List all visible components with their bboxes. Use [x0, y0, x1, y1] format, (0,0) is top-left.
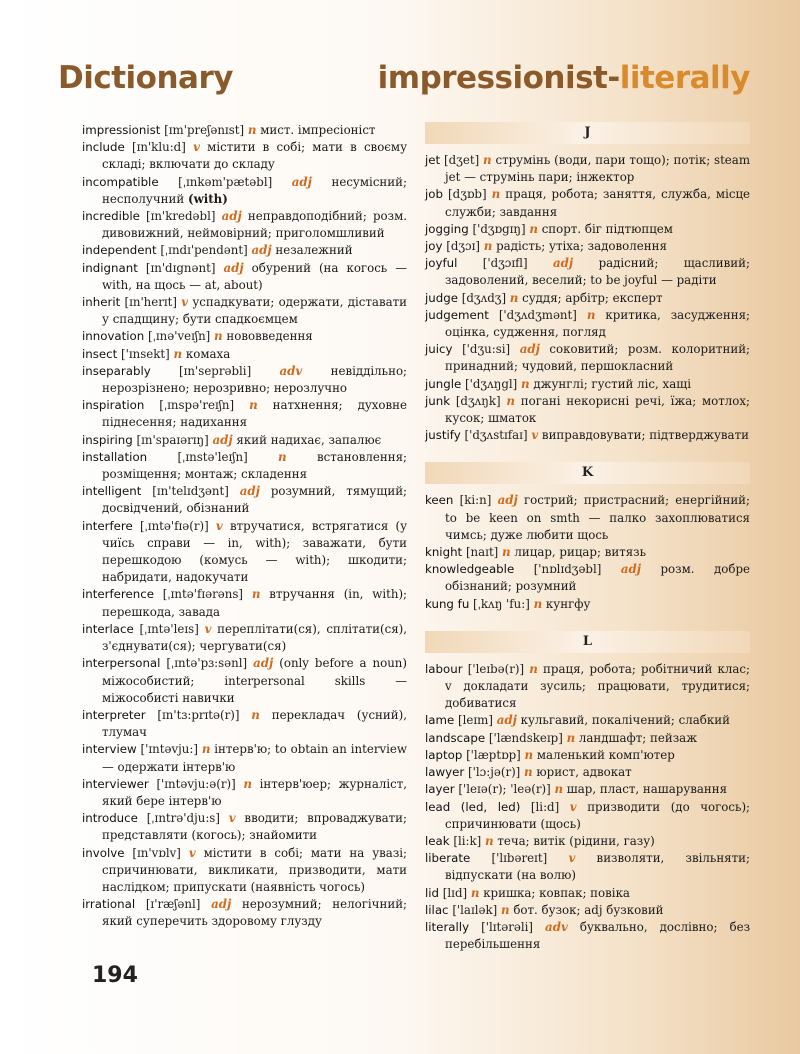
section-header-l: L — [425, 631, 750, 653]
dictionary-entry — [82, 328, 407, 345]
definition: праця, робота; заняття, служба, місце служби; завдання — [445, 187, 751, 219]
dictionary-entry — [425, 747, 750, 764]
headword: labour — [425, 661, 463, 676]
dictionary-entry — [425, 596, 750, 613]
headword: interfere — [82, 518, 133, 533]
dictionary-entry — [425, 833, 750, 850]
headword: lid — [425, 885, 440, 900]
pronunciation: [ˌɪntə'fɪə(r)] — [139, 518, 209, 533]
headword: knowledgeable — [425, 562, 515, 577]
pronunciation: [ɪn'telɪdʒənt] — [152, 484, 229, 499]
part-of-speech: n — [483, 153, 492, 167]
part-of-speech: n — [251, 587, 261, 602]
part-of-speech: n — [586, 307, 596, 322]
part-of-speech: adj — [221, 209, 242, 224]
part-of-speech: adj — [496, 713, 517, 728]
dictionary-entry — [82, 776, 407, 810]
part-of-speech: n — [470, 885, 480, 900]
dictionary-entry — [82, 208, 407, 242]
pronunciation: [li:k] — [453, 833, 482, 848]
part-of-speech: n — [247, 123, 257, 137]
definition: комаха — [185, 346, 231, 361]
headword: lilac — [425, 902, 449, 917]
headword: irrational — [82, 897, 136, 912]
pronunciation: ['lɪbəreɪt] — [491, 851, 548, 866]
pronunciation: [ˌɪnstə'leɪʃn] — [177, 449, 248, 464]
pronunciation: ['laɪlək] — [452, 902, 498, 917]
part-of-speech: n — [533, 596, 543, 611]
part-of-speech: v — [531, 428, 539, 443]
definition: містити в собі; мати в своєму складі; включати до складу — [102, 140, 408, 172]
pronunciation: [ˌɪntə'leɪs] — [139, 621, 199, 636]
dictionary-entry — [425, 544, 750, 561]
dictionary-entry — [82, 432, 407, 449]
pronunciation: [ɪn'kredəbl] — [146, 209, 216, 224]
dictionary-entry — [425, 152, 750, 186]
headword: interlace — [82, 621, 134, 636]
dictionary-entry — [82, 397, 407, 431]
dictionary-entry — [82, 139, 407, 173]
pronunciation: [ɪn'herɪt] — [124, 295, 178, 310]
dictionary-entry — [82, 518, 407, 587]
dictionary-entry — [425, 661, 750, 713]
section-gap — [425, 444, 750, 462]
headword: laptop — [425, 747, 463, 762]
definition: праця, робота; робітничий клас; v докладати зусиль; працювати, трудитися; добиватися — [445, 661, 751, 711]
pronunciation: [ɪm'preʃənɪst] — [164, 123, 245, 137]
headword: incompatible — [82, 174, 159, 189]
range-end: literally — [619, 60, 750, 96]
headword: jet — [425, 153, 441, 167]
definition: кунгфу — [545, 596, 591, 611]
dictionary-entry — [82, 346, 407, 363]
headword: inseparably — [82, 363, 151, 378]
headword: interpreter — [82, 707, 146, 722]
headword: junk — [425, 393, 451, 408]
definition: бот. бузок; adj бузковий — [513, 902, 664, 917]
definition: вводити; впроваджувати; представляти (когось); знайомити — [102, 811, 408, 843]
headword: landscape — [425, 730, 486, 745]
definition: юрист, адвокат — [536, 765, 632, 780]
headword: introduce — [82, 811, 138, 826]
definition: розумний, тямущий; досвідчений, обізнаний — [102, 484, 408, 516]
definition: суддя; арбітр; експерт — [522, 290, 663, 305]
part-of-speech: n — [509, 290, 519, 305]
section-header-k: K — [425, 462, 750, 484]
definition: втручатися, встрягатися (у чиїсь справи — in, with); заважати, бути перешкодою (комусь — with); шкодити; набридати, надокучати — [102, 518, 408, 585]
part-of-speech: n — [529, 221, 538, 236]
dictionary-entry — [425, 376, 750, 393]
headword: judgement — [425, 307, 489, 322]
pronunciation: [ɪ'ræʃənl] — [145, 897, 201, 912]
headword: interference — [82, 587, 154, 602]
dictionary-entry — [425, 781, 750, 798]
definition: критика, засудження; оцінка, судження, погляд — [445, 307, 750, 340]
pronunciation: [naɪt] — [465, 545, 499, 560]
headword: joyful — [425, 256, 458, 271]
definition: який надихає, запалює — [236, 432, 382, 447]
dictionary-entry — [82, 294, 407, 328]
pronunciation: [ˌɪnə'veɪʃn] — [148, 329, 211, 344]
headword: leak — [425, 833, 450, 848]
part-of-speech: adj — [291, 174, 312, 189]
dictionary-entry — [425, 850, 750, 884]
page-number: 194 — [92, 963, 138, 988]
definition: мист. імпресіоніст — [260, 123, 376, 137]
pronunciation: [ɪn'vɒlv] — [132, 845, 181, 860]
headword: interview — [82, 742, 137, 757]
dictionary-entry — [425, 730, 750, 747]
headword: involve — [82, 845, 125, 860]
dictionary-entry — [425, 561, 750, 595]
section-header-j: J — [425, 122, 750, 144]
part-of-speech: adv — [545, 919, 568, 934]
pronunciation: ['ɪntəvju:ə(r)] — [156, 776, 236, 791]
part-of-speech: n — [566, 730, 576, 745]
dictionary-entry — [425, 186, 750, 220]
definition: кришка; ковпак; повіка — [483, 885, 630, 900]
part-of-speech: n — [483, 239, 493, 254]
definition: струмінь (води, пари тощо); потік; steam jet — струмінь пари; інжектор — [445, 153, 751, 185]
definition: маленький комп'ютер — [536, 747, 675, 762]
headword: insect — [82, 346, 118, 361]
dictionary-entry — [425, 712, 750, 729]
dictionary-entry — [425, 393, 750, 427]
headword: knight — [425, 545, 463, 560]
pronunciation: [ˌɪnkəm'pætəbl] — [178, 174, 273, 189]
part-of-speech: n — [502, 545, 511, 560]
pronunciation: ['læptɒp] — [466, 747, 521, 762]
definition: перекладач (усний), тлумач — [102, 707, 407, 740]
part-of-speech: n — [243, 776, 252, 791]
range-start: impressionist- — [377, 60, 620, 96]
dictionary-entry — [82, 242, 407, 259]
dictionary-entry — [82, 896, 407, 930]
definition: спорт. біг підтюпцем — [541, 221, 673, 236]
definition: неправдоподібний; розм. дивовижний, неймовірний; приголомшливий — [102, 209, 407, 241]
pronunciation: [ˌɪntrə'dju:s] — [146, 811, 220, 826]
definition: джунглі; густий ліс, хащі — [533, 376, 691, 391]
pronunciation: ['ɪnsekt] — [121, 346, 170, 361]
part-of-speech: n — [173, 346, 183, 361]
definition: гострий; пристрасний; енергійний; to be keen on smth — палко захоплюватися чимсь; дуже любити щось — [445, 493, 751, 542]
headword: jungle — [425, 376, 462, 391]
definition: містити в собі; мати на увазі; спричинювати, викликати, призводити, мати наслідком; припускати (наявність чогось) — [102, 845, 408, 894]
part-of-speech: v — [181, 295, 189, 310]
definition: переплітати(ся), сплітати(ся), з'єднувати(ся); чергувати(ся) — [102, 621, 408, 654]
dictionary-entry — [425, 799, 750, 833]
dictionary-entry — [82, 363, 407, 397]
definition: успадкувати; одержати, діставати у спадщину; бути спадкоємцем — [102, 295, 408, 327]
left-column — [82, 122, 407, 931]
pronunciation: [dʒɔɪ] — [446, 239, 481, 254]
headword: intelligent — [82, 484, 142, 499]
headword: justify — [425, 428, 461, 443]
dictionary-entry — [82, 707, 407, 741]
part-of-speech: adj — [620, 562, 642, 577]
pronunciation: [leɪm] — [458, 713, 493, 728]
pronunciation: [li:d] — [530, 799, 560, 814]
part-of-speech: v — [193, 140, 200, 155]
definition: (only before a noun) міжособистий; interpersonal skills — міжособисті навички — [102, 656, 408, 705]
pronunciation: [ɪn'spaɪərɪŋ] — [136, 432, 209, 447]
pronunciation: [ɪn'seprəbli] — [179, 363, 252, 378]
pronunciation: [dʒʌŋk] — [455, 393, 501, 408]
definition: лицар, рицар; витязь — [514, 545, 647, 560]
definition: несумісний; несполучний — [102, 174, 407, 206]
pronunciation: ['dʒɒgɪŋ] — [472, 221, 526, 236]
section-gap — [425, 613, 750, 631]
dictionary-entry — [425, 885, 750, 902]
dictionary-entry — [425, 919, 750, 953]
dictionary-entry — [82, 122, 407, 139]
pronunciation: ['dʒʌŋgl] — [465, 376, 518, 391]
pronunciation: [ˌkʌŋ 'fu:] — [473, 596, 530, 611]
pronunciation: [ˌɪntə'fɪərəns] — [162, 587, 243, 602]
pronunciation: ['dʒʌdʒmənt] — [498, 307, 577, 322]
pronunciation: ['dʒu:si] — [462, 342, 511, 357]
part-of-speech: adj — [553, 256, 574, 271]
part-of-speech: adj — [519, 342, 540, 357]
headword: inspiration — [82, 398, 145, 413]
pronunciation: [ki:n] — [459, 493, 492, 508]
dictionary-entry — [82, 586, 407, 620]
definition: встановлення; розміщення; монтаж; складення — [102, 449, 408, 482]
part-of-speech: adj — [497, 493, 518, 508]
dictionary-entry — [425, 238, 750, 255]
definition: буквально, дослівно; без перебільшення — [445, 919, 750, 952]
definition: інтерв'ю; to obtain an interview — одержати інтерв'ю — [102, 742, 408, 774]
pronunciation: ['ɪntəvju:] — [140, 742, 198, 757]
pronunciation: ['leɪə(r); 'leə(r)] — [458, 782, 551, 797]
headword: literally — [425, 919, 470, 934]
dictionary-entry — [425, 902, 750, 919]
pronunciation: [lɪd] — [442, 885, 468, 900]
part-of-speech: n — [554, 782, 564, 797]
part-of-speech: n — [501, 902, 510, 917]
definition: нерозумний; нелогічний; який суперечить здоровому глузду — [102, 897, 408, 929]
definition: обурений (на когось — with, на щось — at, about) — [102, 260, 408, 292]
part-of-speech: v — [215, 518, 223, 533]
dictionary-entry — [82, 845, 407, 897]
headword: incredible — [82, 209, 140, 224]
part-of-speech: v — [188, 845, 196, 860]
page-range-title — [378, 60, 750, 96]
dictionary-entry — [82, 174, 407, 208]
part-of-speech: adj — [211, 897, 232, 912]
part-of-speech: n — [524, 765, 533, 780]
part-of-speech: adj — [239, 484, 260, 499]
headword: inspiring — [82, 432, 133, 447]
part-of-speech: v — [568, 851, 576, 866]
usage-note: (with) — [188, 191, 228, 206]
pronunciation: [dʒet] — [444, 153, 480, 167]
part-of-speech: adj — [251, 243, 272, 258]
definition: інтерв'юер; журналіст, який бере інтерв'ю — [102, 776, 408, 808]
headword: juicy — [425, 342, 453, 357]
pronunciation: [ɪn'dɪgnənt] — [145, 260, 216, 275]
definition: нововведення — [226, 329, 313, 344]
dictionary-entry — [82, 655, 407, 707]
part-of-speech: adv — [279, 363, 303, 378]
dictionary-entry — [82, 741, 407, 775]
headword: indignant — [82, 260, 138, 275]
dictionary-entry — [82, 810, 407, 844]
pronunciation: ['lændskeɪp] — [488, 730, 563, 745]
definition: виправдовувати; підтверджувати — [541, 428, 749, 443]
definition: радість; утіха; задоволення — [496, 239, 667, 254]
definition: ландшафт; пейзаж — [578, 730, 698, 745]
definition: визволяти, звільняти; відпускати (на волю) — [445, 851, 750, 883]
pronunciation: [ɪn'tɜ:prɪtə(r)] — [157, 707, 240, 722]
definition: розм. добре обізнаний; розумний — [445, 562, 750, 594]
part-of-speech: n — [484, 833, 494, 848]
headword: innovation — [82, 329, 145, 344]
definition: призводити (до чогось); спричинювати (щось) — [445, 799, 751, 831]
part-of-speech: n — [506, 393, 515, 408]
headword: lead (led, led) — [425, 799, 521, 814]
part-of-speech: v — [569, 799, 577, 814]
headword: joy — [425, 239, 443, 254]
part-of-speech: adj — [223, 260, 244, 275]
headword: independent — [82, 243, 157, 258]
part-of-speech: v — [204, 621, 212, 636]
part-of-speech: n — [214, 329, 223, 344]
part-of-speech: n — [529, 661, 538, 676]
part-of-speech: n — [521, 376, 530, 391]
headword: impressionist — [82, 123, 161, 137]
definition: натхнення; духовне піднесення; надихання — [102, 398, 408, 430]
pronunciation: [dʒɒb] — [448, 187, 487, 202]
part-of-speech: n — [491, 187, 501, 202]
definition: незалежний — [275, 243, 353, 258]
definition: радісний; щасливий; задоволений, веселий; to be joyful — радіти — [445, 256, 751, 288]
part-of-speech: n — [201, 742, 211, 757]
headword: keen — [425, 493, 454, 508]
dictionary-entry — [425, 290, 750, 307]
pronunciation: ['leɪbə(r)] — [467, 661, 525, 676]
definition: погані некорисні речі, їжа; мотлох; кусок; шматок — [445, 393, 751, 426]
dictionary-entry — [82, 621, 407, 655]
dictionary-entry — [82, 449, 407, 483]
headword: interviewer — [82, 776, 149, 791]
definition: шар, пласт, нашарування — [566, 782, 728, 797]
headword: lawyer — [425, 765, 465, 780]
part-of-speech: n — [251, 707, 260, 722]
definition: невіддільно; нерозрізнено; нерозривно; нерозлучно — [102, 363, 408, 396]
dictionary-entry — [425, 221, 750, 238]
pronunciation: ['lɔ:jə(r)] — [468, 765, 521, 780]
dictionary-entry — [82, 260, 407, 294]
pronunciation: ['nɒlɪdʒəbl] — [533, 562, 602, 577]
part-of-speech: adj — [212, 432, 233, 447]
part-of-speech: n — [278, 449, 287, 464]
headword: interpersonal — [82, 656, 161, 671]
headword: liberate — [425, 851, 471, 866]
dictionary-entry — [82, 483, 407, 517]
part-of-speech: adj — [253, 656, 274, 671]
page-title: Dictionary — [58, 60, 233, 96]
definition: втручання (in, with); перешкода, завада — [102, 587, 408, 619]
pronunciation: ['dʒɔɪfl] — [482, 256, 528, 271]
pronunciation: ['lɪtərəli] — [481, 919, 533, 934]
headword: lame — [425, 713, 455, 728]
dictionary-entry — [425, 341, 750, 375]
pronunciation: [ɪn'klu:d] — [131, 140, 186, 155]
pronunciation: [ˌɪntə'pɜ:sənl] — [166, 656, 248, 671]
dictionary-entry — [425, 492, 750, 544]
headword: layer — [425, 782, 455, 797]
pronunciation: [dʒʌdʒ] — [461, 290, 507, 305]
dictionary-entry — [425, 427, 750, 444]
pronunciation: [ˌɪndɪ'pendənt] — [160, 243, 248, 258]
dictionary-entry — [425, 764, 750, 781]
dictionary-entry — [425, 307, 750, 341]
definition: кульгавий, покалічений; слабкий — [520, 713, 730, 728]
headword: job — [425, 187, 443, 202]
headword: installation — [82, 449, 148, 464]
definition: теча; витік (рідини, газу) — [497, 833, 655, 848]
headword: include — [82, 140, 125, 155]
dictionary-entry — [425, 255, 750, 289]
pronunciation: [ˌɪnspə'reɪʃn] — [159, 398, 235, 413]
headword: inherit — [82, 295, 121, 310]
pronunciation: ['dʒʌstɪfaɪ] — [464, 428, 528, 443]
part-of-speech: v — [228, 811, 236, 826]
headword: kung fu — [425, 596, 470, 611]
headword: judge — [425, 290, 458, 305]
headword: jogging — [425, 221, 469, 236]
part-of-speech: n — [524, 747, 534, 762]
part-of-speech: n — [249, 398, 258, 413]
definition: соковитий; розм. колоритний; принадний; чудовий, першокласний — [445, 342, 751, 374]
right-column — [425, 122, 750, 953]
